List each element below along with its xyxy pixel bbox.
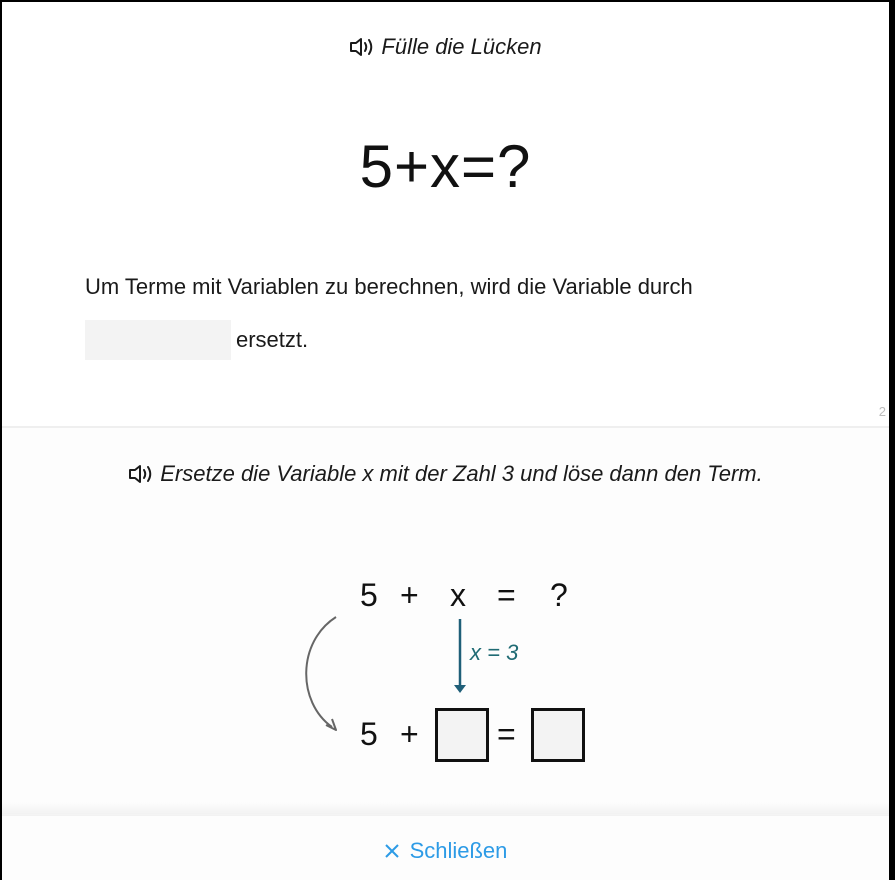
curved-arrow-icon <box>292 607 352 737</box>
footer-shadow <box>2 802 889 816</box>
close-button[interactable] <box>384 838 508 864</box>
close-x-icon <box>384 843 400 859</box>
bottom-equals: = <box>497 716 516 752</box>
bottom-term-5: 5 <box>360 716 378 752</box>
sentence-line-1: Um Terme mit Variablen zu berechnen, wird die Variable durch <box>85 274 693 299</box>
bottom-plus: + <box>400 716 419 752</box>
top-question-mark: ? <box>550 577 568 613</box>
speaker-icon[interactable] <box>128 464 154 490</box>
top-term-5: 5 <box>360 577 378 613</box>
substitution-diagram <box>292 567 602 777</box>
instruction-text: Fülle die Lücken <box>381 34 542 59</box>
instruction-substitute <box>2 461 889 490</box>
instruction-fill-gaps <box>2 34 889 63</box>
speaker-icon[interactable] <box>349 37 375 63</box>
instruction-text: Ersetze die Variable x mit der Zahl 3 und löse dann den Term. <box>160 461 763 486</box>
footer-bar <box>2 816 889 880</box>
equation-heading: 5+x=? <box>359 133 532 200</box>
fill-in-card <box>2 2 889 426</box>
app-frame <box>2 2 889 880</box>
top-variable-x: x <box>450 577 466 613</box>
down-arrow-icon <box>452 619 468 697</box>
sentence-suffix: ersetzt. <box>236 327 309 352</box>
substitution-label: x = 3 <box>470 640 519 665</box>
close-label: Schließen <box>409 838 508 863</box>
answer-box-result[interactable] <box>531 708 585 762</box>
top-equals: = <box>497 577 516 613</box>
sentence-line-2 <box>85 320 308 360</box>
gap-input[interactable] <box>85 320 231 360</box>
top-plus: + <box>400 577 419 613</box>
answer-box-x[interactable] <box>435 708 489 762</box>
page-number: 2 <box>878 404 886 419</box>
